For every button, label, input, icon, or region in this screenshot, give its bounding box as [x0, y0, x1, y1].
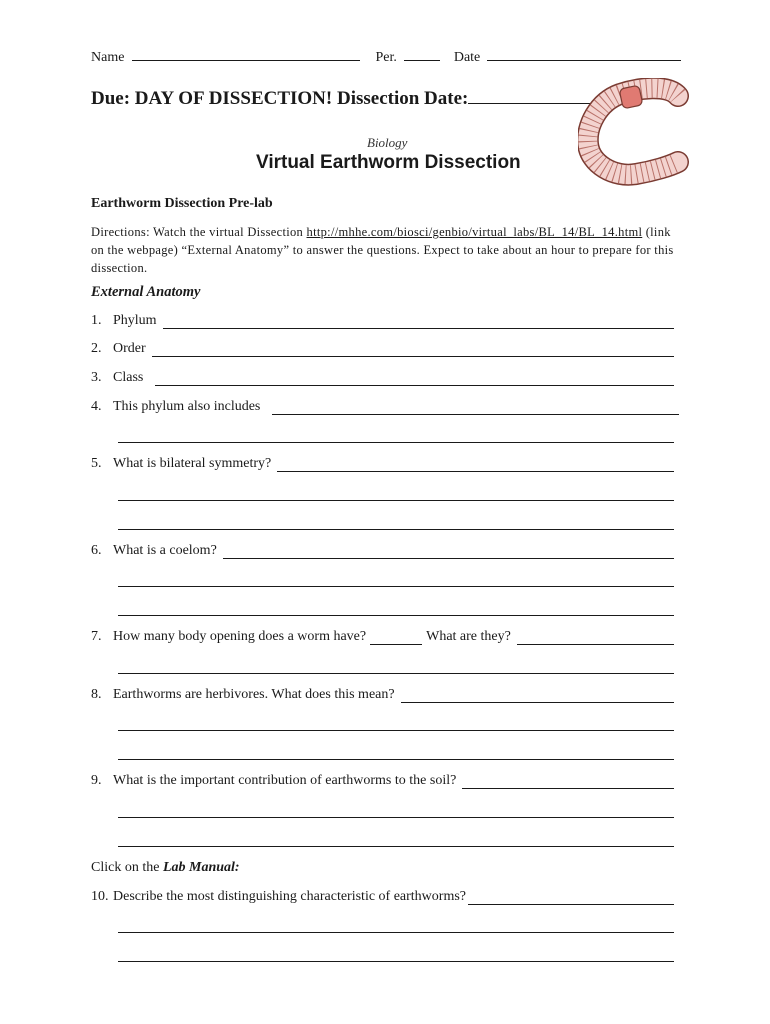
answer-line[interactable]: [118, 846, 674, 847]
question-text: Order: [113, 341, 146, 356]
directions: [91, 223, 681, 277]
question-7: [91, 629, 674, 645]
question-4: [91, 399, 679, 415]
question-number: 6.: [91, 543, 102, 558]
per-blank[interactable]: [404, 48, 440, 61]
answer-blank[interactable]: [163, 314, 674, 329]
question-text: How many body opening does a worm have?: [113, 629, 367, 644]
question-text: This phylum also includes: [113, 399, 261, 414]
subject-label: Biology: [367, 135, 408, 150]
directions-prefix: Directions: Watch the virtual Dissection: [91, 225, 307, 239]
question-text: Phylum: [113, 313, 157, 328]
answer-line[interactable]: [118, 442, 674, 443]
lab-manual-label: Lab Manual:: [162, 860, 240, 875]
due-line: [91, 88, 600, 110]
question-number: 9.: [91, 773, 102, 788]
name-blank[interactable]: [132, 48, 360, 61]
answer-line[interactable]: [118, 817, 674, 818]
answer-blank[interactable]: [401, 688, 674, 703]
question-number: 2.: [91, 341, 102, 356]
question-8: [91, 687, 674, 703]
question-number: 5.: [91, 456, 102, 471]
virtual-lab-link[interactable]: http://mhhe.com/biosci/genbio/virtual_labs/BL_14/BL_14.html: [306, 225, 643, 239]
question-text: Class: [113, 370, 144, 385]
question-9: [91, 773, 674, 789]
click-prefix: Click on the: [91, 860, 163, 875]
page-title: Virtual Earthworm Dissection: [256, 152, 521, 173]
question-text: Earthworms are herbivores. What does this mean?: [113, 687, 395, 702]
opening-count-blank[interactable]: [370, 630, 422, 645]
question-number: 8.: [91, 687, 102, 702]
question-10: [91, 889, 674, 905]
name-label: Name: [91, 50, 125, 65]
answer-line[interactable]: [118, 586, 674, 587]
question-number: 1.: [91, 313, 102, 328]
answer-blank[interactable]: [223, 544, 674, 559]
per-label: Per.: [375, 50, 397, 65]
question-1: [91, 313, 674, 329]
answer-line[interactable]: [118, 529, 674, 530]
answer-line[interactable]: [118, 500, 674, 501]
earthworm-illustration: [578, 78, 690, 188]
answer-blank[interactable]: [152, 342, 674, 357]
question-number: 3.: [91, 370, 102, 385]
question-number: 4.: [91, 399, 102, 414]
answer-blank[interactable]: [155, 371, 674, 386]
answer-blank[interactable]: [462, 774, 674, 789]
date-blank[interactable]: [487, 48, 681, 61]
answer-line[interactable]: [118, 615, 674, 616]
clitellum: [619, 85, 643, 109]
question-number: 10.: [91, 889, 109, 904]
question-6: [91, 543, 674, 559]
answer-line[interactable]: [118, 759, 674, 760]
question-text: What is the important contribution of earthworms to the soil?: [113, 773, 457, 788]
question-text: Describe the most distinguishing characteristic of earthworms?: [113, 889, 467, 904]
due-text: Due: DAY OF DISSECTION! Dissection Date:: [91, 88, 469, 109]
answer-blank[interactable]: [517, 630, 674, 645]
question-2: [91, 341, 674, 357]
date-label: Date: [453, 50, 481, 65]
question-5: [91, 456, 674, 472]
answer-blank[interactable]: [272, 400, 679, 415]
section-heading: External Anatomy: [91, 284, 201, 300]
question-text-2: What are they?: [426, 629, 511, 644]
answer-blank[interactable]: [277, 457, 674, 472]
directions-suffix: (link on the webpage) “External Anatomy” to answer the questions. Expect to take about an hour to prepare for this dissection.: [91, 225, 674, 275]
question-text: What is bilateral symmetry?: [113, 456, 272, 471]
answer-line[interactable]: [118, 961, 674, 962]
answer-line[interactable]: [118, 932, 674, 933]
question-text: What is a coelom?: [113, 543, 217, 558]
question-3: [91, 370, 674, 386]
answer-blank[interactable]: [468, 890, 674, 905]
header-name-row: [91, 48, 681, 66]
lab-manual-instruction: [91, 860, 240, 876]
answer-line[interactable]: [118, 730, 674, 731]
prelab-heading: Earthworm Dissection Pre-lab: [91, 196, 273, 211]
answer-line[interactable]: [118, 673, 674, 674]
question-number: 7.: [91, 629, 102, 644]
